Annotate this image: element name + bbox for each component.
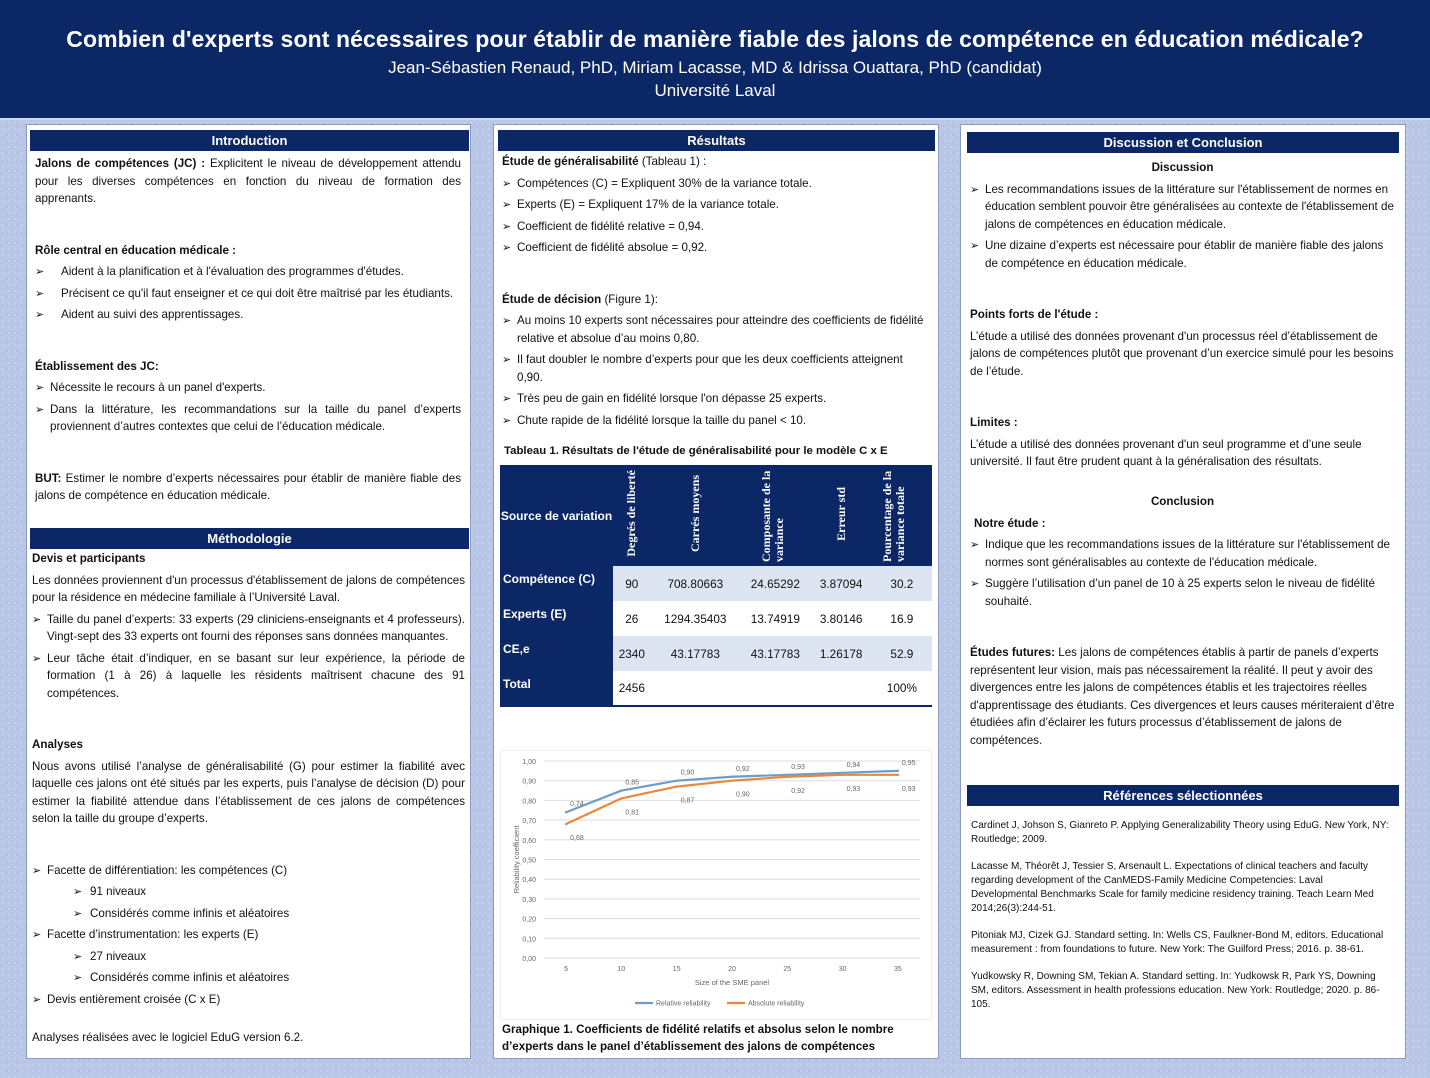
column-right [960,124,1406,1059]
column-left [26,124,471,1059]
data-point [620,789,622,791]
row-label: CE,e [500,636,613,671]
data-label: 0,74 [570,801,584,809]
data-point [565,811,567,813]
devis-item: ➢ Leur tâche était d’indiquer, en se basant sur leur expérience, la période de formation (1 à 26) à laquelle les résidents maîtrisent chacune des 91 compétences. [32,650,465,703]
y-axis-label: Reliability coefficient [512,825,521,894]
data-label: 0,93 [901,785,916,793]
figure-caption: Graphique 1. Coefficients de fidélité relatifs et absolus selon le nombre d’experts dans le panel d’établissement des jalons de compétences [502,1023,894,1053]
conclusion-body [970,493,1395,749]
legend-label: Absolute reliability [748,1000,805,1008]
conclusion-item: ➢ Suggère l’utilisation d’un panel de 10 à 25 experts selon le niveau de fidélité souhaité. [970,575,1395,610]
etab-item: ➢ Nécessite le recours à un panel d'experts. [35,379,461,397]
x-tick-label: 35 [893,966,902,973]
table-caption: Tableau 1. Résultats de l'étude de généralisabilité pour le modèle C x E [504,445,888,457]
table-cell: 2456 [613,671,651,706]
discussion-heading: Discussion et Conclusion [967,132,1399,153]
table-cell: 1.26178 [811,636,872,671]
points-forts-text: L’étude a utilisé des données provenant d'un processus réel d’établissement de jalons de compétences plutôt que provenant d’un exercice simulé pour les besoins de l’étude. [970,329,1394,378]
limites-text: L’étude a utilisé des données provenant d'un seul programme et d’une seule université. Il faut être prudent quant à la généralisation des résultats. [970,437,1362,468]
data-point [731,776,733,778]
table-cell: 43.17783 [740,636,811,671]
discussion-item: ➢ Les recommandations issues de la littérature sur l'établissement de normes en éducation semblent pouvoir être généralisées au contexte de l'établissement de jalons de compétences en éducation médicale. [970,181,1395,234]
limites-label: Limites : [970,416,1018,429]
references-list [971,819,1391,1025]
analyses-label: Analyses [32,738,83,751]
resultats-heading: Résultats [498,130,935,151]
facet-item: ➢ Considérés comme infinis et aléatoires [32,969,465,987]
y-tick-label: 0,00 [522,956,536,963]
data-label: 0,94 [846,761,861,769]
table-row [500,566,932,601]
facet-item: ➢ 91 niveaux [32,883,465,901]
futures-label: Études futures: [970,646,1056,659]
data-label: 0,95 [901,759,916,767]
table-cell: 3.87094 [811,566,872,601]
notre-etude-label: Notre étude : [974,516,1046,530]
x-tick-label: 20 [728,966,736,973]
poster-affiliation: Université Laval [654,81,776,100]
role-label: Rôle central en éducation médicale : [35,243,237,257]
data-label: 0,90 [680,769,695,777]
futures-text: Les jalons de compétences établis à partir de panels d’experts représentent leur vision, mais pas nécessairement la réalité. Il peut y avoir des divergences entre les jalons de compétences établis et les trajectoires réelles d'apprentissage des étudiants. Ces divergences et leurs causes mériteraient d’être étudiées afin d’éclairer les futurs processus d’établissement de jalons de compétences. [970,646,1395,747]
row-label: Compétence (C) [500,566,613,601]
data-point [565,823,567,825]
gen-item: ➢ Experts (E) = Expliquent 17% de la variance totale. [502,196,926,214]
gen-item: ➢ Compétences (C) = Expliquent 30% de la variance totale. [502,175,926,193]
dec-item: ➢ Au moins 10 experts sont nécessaires pour atteindre des coefficients de fidélité relative et absolue d’au moins 0,80. [502,312,926,347]
conclusion-item: ➢ Indique que les recommandations issues de la littérature sur l'établissement de normes sont généralisables au contexte de l'éducation médicale. [970,536,1395,571]
etab-label: Établissement des JC: [35,359,159,373]
table-header: Pourcentage de la variance totale [872,465,932,566]
facet-differentiation: ➢ Facette de différentiation: les compétences (C) [32,862,465,880]
poster-authors: Jean-Sébastien Renaud, PhD, Miriam Lacasse, MD & Idrissa Ouattara, PhD (candidat) [388,58,1042,77]
table-cell: 100% [872,671,932,706]
table-cell: 24.65292 [740,566,811,601]
legend-label: Relative reliability [656,1000,711,1008]
facet-item: ➢ Considérés comme infinis et aléatoires [32,905,465,923]
table-cell: 2340 [613,636,651,671]
data-label: 0,93 [846,785,861,793]
gen-label: Étude de généralisabilité [502,155,639,168]
table-row [500,671,932,706]
role-item: ➢ Précisent ce qu'il faut enseigner et ce qui doit être maîtrisé par les étudiants. [35,286,454,300]
poster-header [0,0,1430,120]
y-tick-label: 0,40 [522,877,536,885]
row-label: Experts (E) [500,601,613,636]
facet-item: ➢ 27 niveaux [32,948,465,966]
but-label: BUT: [35,471,62,485]
table-cell [651,671,740,706]
resultats-body [502,153,926,429]
conclusion-title: Conclusion [1150,495,1215,508]
dec-item: ➢ Il faut doubler le nombre d’experts pour que les deux coefficients atteignent 0,90. [502,351,926,386]
table-cell: 52.9 [872,636,932,671]
table-cell: 13.74919 [750,611,800,626]
table-header: Carrés moyens [651,465,740,566]
table-cell: 43.17783 [651,636,740,671]
points-forts-label: Points forts de l'étude : [970,308,1099,321]
table-cell: 26 [625,611,639,626]
table-row [500,636,932,671]
reliability-chart [500,750,932,1020]
y-tick-label: 0,10 [522,936,536,944]
x-tick-label: 15 [672,966,681,973]
dec-ref: (Figure 1): [601,292,658,306]
table-header: Degrés de liberté [613,465,651,566]
data-label: 0,90 [736,791,750,799]
role-item: ➢ Aident à la planification et à l'évaluation des programmes d'études. [35,263,461,281]
y-tick-label: 0,80 [522,798,536,806]
discussion-body [970,159,1395,471]
gen-ref: (Tableau 1) : [638,155,707,168]
table-cell: 16.9 [890,611,914,626]
y-tick-label: 0,90 [522,778,536,786]
table-cell: 30.2 [872,566,932,601]
y-tick-label: 0,30 [522,896,536,904]
introduction-body [35,155,461,505]
references-heading: Références sélectionnées [967,785,1399,806]
table-cell: 708.80663 [651,566,740,601]
table-header-row [500,465,932,566]
devis-text: Les données proviennent d'un processus d'établissement de jalons de compétences pour la résidence en médecine familiale à l’Université Laval. [32,573,465,604]
y-tick-label: 0,60 [522,837,536,845]
dec-item: ➢ Chute rapide de la fidélité lorsque la taille du panel < 10. [502,412,926,430]
facet-instrumentation: ➢ Facette d’instrumentation: les experts (E) [32,926,465,944]
results-table [500,465,932,707]
role-item: ➢ Aident au suivi des apprentissages. [35,306,461,324]
table-row [500,601,932,636]
jc-text: Explicitent le niveau de développement attendu pour les diverses compétences en fonction du niveau de formation des apprenants. [35,157,461,205]
x-axis-label: Size of the SME panel [694,978,770,987]
table-cell [811,671,872,706]
column-middle [493,124,939,1059]
x-tick-label: 10 [617,966,626,973]
table-header: Erreur std [811,465,872,566]
dec-item: ➢ Très peu de gain en fidélité lorsque l'on dépasse 25 experts. [502,390,926,408]
x-tick-label: 5 [564,966,569,973]
etab-item: ➢ Dans la littérature, les recommandations sur la taille du panel d’experts proviennent d’autres contextes que celui de l’éducation médicale. [35,401,461,436]
gen-item: ➢ Coefficient de fidélité relative = 0,94. [502,218,926,236]
y-tick-label: 0,20 [522,916,536,924]
gen-item: ➢ Coefficient de fidélité absolue = 0,92. [502,239,926,257]
data-label: 0,92 [791,787,805,795]
methodologie-body [32,550,465,1047]
but-text: Estimer le nombre d’experts nécessaires pour établir de manière fiable des jalons de compétence en éducation médicale. [35,471,461,502]
data-point [676,780,678,782]
data-point [676,785,678,787]
y-tick-label: 0,70 [522,818,536,826]
row-label: Total [500,671,613,706]
jc-label: Jalons de compétences (JC) : [35,157,206,170]
table-header: Composante de la variance [740,465,811,566]
table-cell: 1294.35403 [664,611,727,626]
y-tick-label: 0,50 [522,857,536,865]
poster-title: Combien d'experts sont nécessaires pour établir de manière fiable des jalons de compétence en éducation médicale? [66,26,1364,52]
discussion-title: Discussion [1151,161,1214,174]
x-tick-label: 30 [838,966,847,973]
dec-label: Étude de décision [502,292,602,306]
analyses-text: Nous avons utilisé l’analyse de généralisabilité (G) pour estimer la fiabilité avec laquelle ces jalons ont été situés par les experts, puis l’analyse de décision (D) pour estimer la fiabilité attendue dans l’établissement de ces jalons de compétences selon la taille du groupe d’experts. [32,759,465,825]
data-point [620,797,622,799]
data-label: 0,93 [791,763,805,771]
data-point [897,774,899,776]
devis-label: Devis et participants [32,552,146,565]
devis-item: ➢ Taille du panel d’experts: 33 experts (29 cliniciens-enseignants et 4 professeurs). Vingt-sept des 33 experts ont fourni des réponses sans données manquantes. [32,611,465,646]
devis-croise: ➢ Devis entièrement croisée (C x E) [32,991,465,1009]
table-cell: 90 [613,566,651,601]
software-note: Analyses réalisées avec le logiciel EduG version 6.2. [32,1031,304,1044]
data-label: 0,81 [625,809,640,817]
reference-item: Cardinet J, Johson S, Gianreto P. Applying Generalizability Theory using EduG. New York, NY: Routledge; 2009. [971,820,1389,845]
table-header: Source de variation [500,465,613,566]
data-label: 0,68 [570,835,584,843]
data-point [841,774,843,776]
data-label: 0,92 [736,765,750,773]
methodologie-heading: Méthodologie [30,528,469,549]
data-label: 0,87 [680,797,695,805]
table-cell: 3.80146 [819,611,863,626]
data-point [731,780,733,782]
data-point [897,770,899,772]
reference-item: Yudkowsky R, Downing SM, Tekian A. Standard setting. In: Yudkowsk R, Park YS, Downing SM, editors. Assessment in health professions education. New York: Routledge; 2020. p. 86-105. [971,971,1380,1010]
reference-item: Pitoniak MJ, Cizek GJ. Standard setting. In: Wells CS, Faulkner-Bond M, editors. Educational measurement : from foundations to future. New York: The Guilford Press; 2016. p. 38-61. [971,930,1384,955]
discussion-item: ➢ Une dizaine d’experts est nécessaire pour établir de manière fiable des jalons de compétence en éducation médicale. [970,237,1395,272]
data-point [786,776,788,778]
reference-item: Lacasse M, Théorêt J, Tessier S, Arsenault L. Expectations of clinical teachers and faculty regarding development of the CanMEDS-Family Medicine Competencies: Laval Developmental Benchmarks Scale for family medicine residency training. Teach Learn Med 2014;26(3):244-51. [971,861,1374,914]
table-cell [740,671,811,706]
introduction-heading: Introduction [30,130,469,151]
data-label: 0,85 [625,779,640,787]
x-tick-label: 25 [783,966,792,973]
y-tick-label: 1,00 [522,759,536,766]
